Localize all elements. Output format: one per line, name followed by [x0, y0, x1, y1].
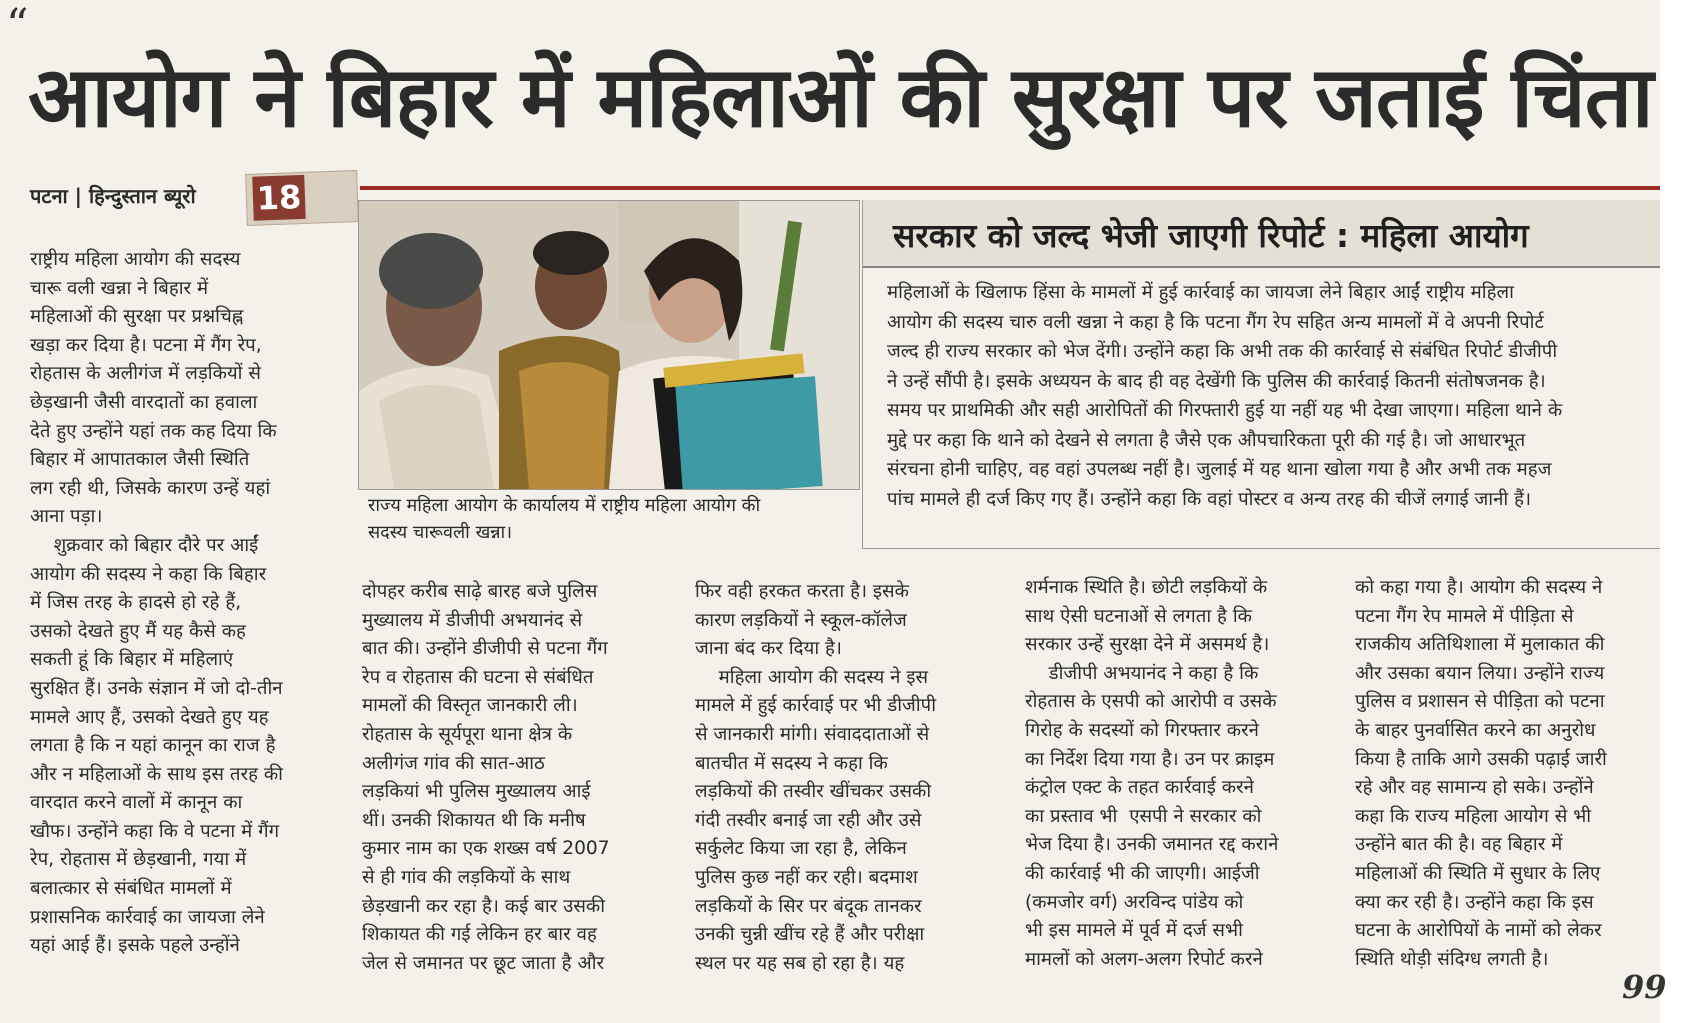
caption-line: सदस्य चारूवली खन्ना। [368, 522, 513, 543]
column-line: और न महिलाओं के साथ इस तरह की [30, 763, 283, 785]
column-line: कारण लड़कियों ने स्कूल-कॉलेज [695, 609, 907, 631]
column-line: शिकायत की गई लेकिन हर बार वह [362, 924, 597, 946]
column-line: को कहा गया है। आयोग की सदस्य ने [1355, 577, 1603, 598]
column-line: भी इस मामले में पूर्व में दर्ज सभी [1025, 920, 1243, 942]
column-line: से ही गांव की लड़कियों के साथ [362, 866, 571, 888]
sidebar-box-header [863, 200, 1661, 268]
column-line: सुरक्षित हैं। उनके संज्ञान में जो दो-तीन [30, 677, 283, 699]
column-line: रोहतास के अलीगंज में लड़कियों से [30, 363, 261, 385]
column-line: मुख्यालय में डीजीपी अभयानंद से [362, 609, 583, 631]
box-line: महिलाओं के खिलाफ हिंसा के मामलों में हुई कार्रवाई का जायजा लेने बिहार आईं राष्ट्रीय महिला [887, 282, 1514, 303]
page-number: 18 [252, 175, 306, 221]
column-line: के बाहर पुनर्वासित करने का अनुरोध [1355, 719, 1596, 741]
box-line: पांच मामले ही दर्ज किए गए हैं। उन्होंने कहा कि वहां पोस्टर व अन्य तरह की चीजें लगाई जानी हैं। [887, 488, 1532, 510]
column-line: सरकार उन्हें सुरक्षा देने में असमर्थ है। [1025, 634, 1270, 656]
column-line: लड़कियों के सिर पर बंदूक तानकर [695, 895, 922, 917]
column-line: खौफ। उन्होंने कहा कि वे पटना में गैंग [30, 820, 280, 842]
column-line: साथ ऐसी घटनाओं से लगता है कि [1025, 605, 1252, 627]
box-line: मुद्दे पर कहा कि थाने को देखने से लगता है जैसे एक औपचारिकता पूरी की गई है। जो आधारभूत [887, 429, 1526, 451]
article-column-1 [30, 246, 332, 961]
column-line: महिलाओं की सुरक्षा पर प्रश्नचिह्न [30, 306, 244, 328]
column-line: गंदी तस्वीर बनाई जा रही और उसे [695, 809, 922, 831]
column-line: चारू वली खन्ना ने बिहार में [30, 277, 209, 299]
column-line: वारदात करने वालों में कानून का [30, 792, 243, 814]
column-line: पुलिस व प्रशासन से पीड़िता को पटना [1355, 691, 1605, 713]
box-line: आयोग की सदस्य चारु वली खन्ना ने कहा है कि पटना गैंग रेप सहित अन्य मामलों में वे अपनी रिपोर्ट [887, 311, 1544, 333]
dateline: पटना | हिन्दुस्तान ब्यूरो [30, 184, 196, 208]
column-line: अलीगंज गांव की सात-आठ [362, 752, 545, 774]
box-line: जल्द ही राज्य सरकार को भेज देंगी। उन्होंने कहा कि अभी तक की कार्रवाई से संबंधित रिपोर्ट डीजीपी [887, 341, 1558, 362]
column-line: देते हुए उन्होंने यहां तक कह दिया कि [30, 420, 277, 442]
column-line: प्रशासनिक कार्रवाई का जायजा लेने [30, 906, 265, 928]
column-line: महिला आयोग की सदस्य ने इस [695, 666, 929, 688]
column-line: उन्होंने बात की है। वह बिहार में [1355, 834, 1563, 856]
quote-mark: “ [6, 0, 29, 51]
column-line: का प्रस्ताव भी एसपी ने सरकार को [1025, 805, 1262, 827]
column-line: स्थिति थोड़ी संदिग्ध लगती है। [1355, 948, 1549, 970]
column-line: कंट्रोल एक्ट के तहत कार्रवाई करने [1025, 777, 1254, 799]
column-line: जाना बंद कर दिया है। [695, 638, 842, 660]
page-number-badge [245, 170, 359, 226]
column-line: लड़कियों की तस्वीर खींचकर उसकी [695, 781, 932, 803]
sidebar-box-body [887, 278, 1647, 514]
headline: आयोग ने बिहार में महिलाओं की सुरक्षा पर जताई चिंता [28, 48, 1653, 146]
column-line: मामलों को अलग-अलग रिपोर्ट करने [1025, 948, 1263, 970]
column-line: रेप व रोहतास की घटना से संबंधित [362, 666, 594, 688]
column-line: उसको देखते हुए मैं यह कैसे कह [30, 620, 246, 642]
column-line: कहा कि राज्य महिला आयोग से भी [1355, 805, 1592, 827]
column-line: उनकी चुन्नी खींच रहे हैं और परीक्षा [695, 924, 925, 946]
article-column-5 [1355, 574, 1660, 974]
article-column-2 [362, 578, 662, 978]
column-line: खड़ा कर दिया है। पटना में गैंग रेप, [30, 334, 262, 356]
article-column-3 [695, 578, 995, 978]
column-line: थीं। उनकी शिकायत थी कि मनीष [362, 809, 586, 831]
column-line: कुमार नाम का एक शख्स वर्ष 2007 [362, 838, 610, 860]
column-line: में जिस तरह के हादसे हो रहे हैं, [30, 592, 242, 614]
box-line: समय पर प्राथमिकी और सही आरोपितों की गिरफ्तारी हुई या नहीं यह भी देखा जाएगा। महिला थाने के [887, 400, 1563, 421]
column-line: मामले में हुई कार्रवाई पर भी डीजीपी [695, 695, 937, 717]
column-line: मामलों की विस्तृत जानकारी ली। [362, 695, 578, 717]
section-rule [360, 186, 1660, 190]
photo-caption [368, 492, 858, 546]
column-line: मामले आए हैं, उसको देखते हुए यह [30, 706, 269, 728]
column-line: बिहार में आपातकाल जैसी स्थिति [30, 449, 250, 471]
column-line: शुक्रवार को बिहार दौरे पर आईं [30, 534, 259, 556]
column-line: सर्कुलेट किया जा रहा है, लेकिन [695, 838, 907, 860]
column-line: गिरोह के सदस्यों को गिरफ्तार करने [1025, 719, 1259, 741]
column-line: लगता है कि न यहां कानून का राज है [30, 735, 276, 757]
column-line: आयोग की सदस्य ने कहा कि बिहार [30, 563, 267, 585]
column-line: सकती हूं कि बिहार में महिलाएं [30, 649, 234, 671]
column-line: (कमजोर वर्ग) अरविन्द पांडेय को [1025, 891, 1244, 913]
column-line: दोपहर करीब साढ़े बारह बजे पुलिस [362, 581, 598, 602]
column-line: फिर वही हरकत करता है। इसके [695, 581, 909, 602]
column-line: किया है ताकि आगे उसकी पढ़ाई जारी [1355, 748, 1607, 770]
handwritten-mark: 99 [1622, 968, 1667, 1006]
column-line: डीजीपी अभयानंद ने कहा है कि [1025, 662, 1259, 684]
photo-caption-box [358, 490, 858, 548]
article-column-4 [1025, 574, 1325, 974]
column-line: लग रही थी, जिसके कारण उन्हें यहां [30, 477, 271, 499]
sidebar-box [862, 200, 1661, 548]
column-line: छेड़खानी जैसी वारदातों का हवाला [30, 391, 258, 413]
column-line: लड़कियां भी पुलिस मुख्यालय आई [362, 781, 591, 803]
page-margin [1660, 0, 1702, 1023]
column-line: रोहतास के सूर्यपूरा थाना क्षेत्र के [362, 723, 573, 745]
box-line: संरचना होनी चाहिए, वह वहां उपलब्ध नहीं है। जुलाई में यह थाना खोला गया है और अभी तक महज [887, 459, 1552, 480]
column-line: शर्मनाक स्थिति है। छोटी लड़कियों के [1025, 577, 1268, 598]
column-line: घटना के आरोपियों के नामों को लेकर [1355, 920, 1602, 942]
caption-line: राज्य महिला आयोग के कार्यालय में राष्ट्रीय महिला आयोग की [368, 495, 761, 516]
news-photo [358, 200, 860, 490]
column-line: स्थल पर यह सब हो रहा है। यह [695, 952, 905, 974]
column-line: रहे और वह सामान्य हो सके। उन्होंने [1355, 777, 1594, 799]
column-line: भेज दिया है। उनकी जमानत रद्द कराने [1025, 834, 1279, 856]
photo-illustration [359, 201, 859, 489]
column-line: पुलिस कुछ नहीं कर रही। बदमाश [695, 866, 918, 888]
column-line: आना पड़ा। [30, 506, 103, 528]
column-line: बलात्कार से संबंधित मामलों में [30, 878, 232, 900]
column-line: राष्ट्रीय महिला आयोग की सदस्य [30, 249, 241, 270]
column-line: राजकीय अतिथिशाला में मुलाकात की [1355, 634, 1605, 656]
column-line: की कार्रवाई भी की जाएगी। आईजी [1025, 862, 1260, 884]
column-line: बातचीत में सदस्य ने कहा कि [695, 752, 888, 774]
column-line: पटना गैंग रेप मामले में पीड़िता से [1355, 605, 1574, 627]
column-line: जेल से जमानत पर छूट जाता है और [362, 952, 605, 974]
column-line: और उसका बयान लिया। उन्होंने राज्य [1355, 662, 1605, 684]
column-line: क्या कर रही है। उन्होंने कहा कि इस [1355, 891, 1594, 913]
column-line: रेप, रोहतास में छेड़खानी, गया में [30, 849, 247, 871]
sidebar-box-title: सरकार को जल्द भेजी जाएगी रिपोर्ट : महिला आयोग [893, 216, 1529, 255]
box-line: ने उन्हें सौंपी है। इसके अध्ययन के बाद ही वह देखेंगी कि पुलिस की कार्रवाई कितनी संतोषजनक है। [887, 370, 1546, 392]
sidebar-box-bottom-rule [862, 548, 1660, 549]
column-line: का निर्देश दिया गया है। उन पर क्राइम [1025, 748, 1275, 770]
column-line: रोहतास के एसपी को आरोपी व उसके [1025, 691, 1277, 713]
column-line: बात की। उन्होंने डीजीपी से पटना गैंग [362, 638, 608, 660]
column-line: यहां आई हैं। इसके पहले उन्होंने [30, 935, 240, 957]
column-line: महिलाओं की स्थिति में सुधार के लिए [1355, 862, 1601, 884]
column-line: से जानकारी मांगी। संवाददाताओं से [695, 723, 930, 745]
column-line: छेड़खानी कर रहा है। कई बार उसकी [362, 895, 606, 917]
